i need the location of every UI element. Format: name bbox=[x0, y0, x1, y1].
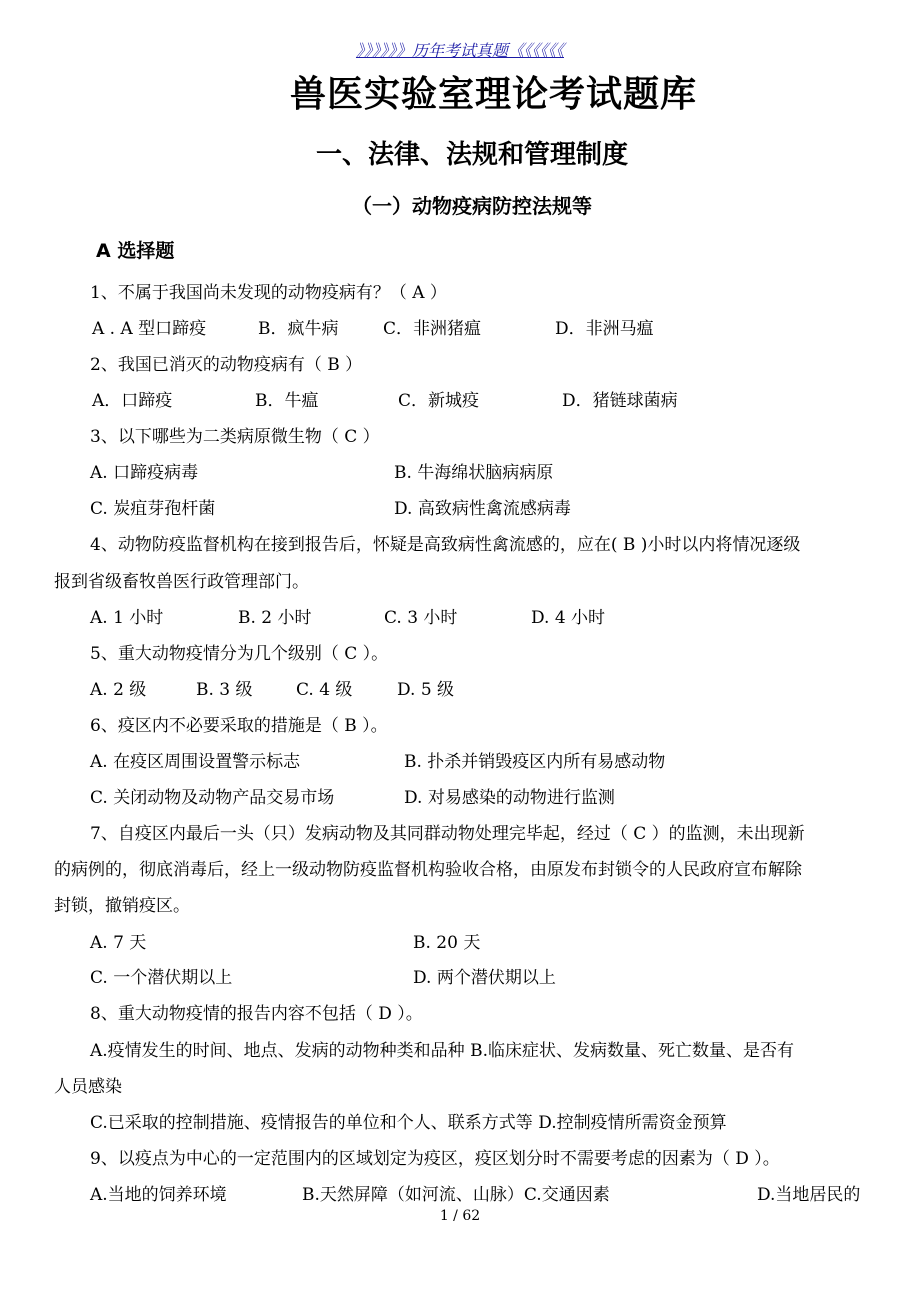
q6-option-a: A. 在疫区周围设置警示标志 bbox=[90, 752, 301, 772]
question-6: 6、疫区内不必要采取的措施是（ B ）。 bbox=[90, 716, 388, 736]
page-number: 1 / 62 bbox=[439, 1208, 481, 1224]
q6-option-d: D. 对易感染的动物进行监测 bbox=[404, 788, 615, 808]
question-7-line-2: 的病例的，彻底消毒后，经上一级动物防疫监督机构验收合格，由原发布封锁令的人民政府宣布解除 bbox=[54, 860, 802, 880]
q4-option-a: A. 1 小时 bbox=[90, 608, 164, 628]
q2-option-c: C．新城疫 bbox=[398, 391, 480, 411]
question-8: 8、重大动物疫情的报告内容不包括（ D ）。 bbox=[90, 1004, 423, 1024]
q8-options-line-1: A.疫情发生的时间、地点、发病的动物种类和品种 B.临床症状、发病数量、死亡数量、是否有 bbox=[90, 1041, 794, 1061]
q4-option-b: B. 2 小时 bbox=[238, 608, 312, 628]
subsection-heading: A 选择题 bbox=[96, 240, 175, 262]
question-3: 3、以下哪些为二类病原微生物（ C ） bbox=[90, 427, 380, 447]
question-1: 1、不属于我国尚未发现的动物疫病有？（ A ） bbox=[90, 283, 447, 303]
q3-option-c: C. 炭疽芽孢杆菌 bbox=[90, 499, 216, 519]
q1-option-a: A . A 型口蹄疫 bbox=[92, 319, 207, 339]
section-heading: （一）动物疫病防控法规等 bbox=[352, 194, 592, 218]
q5-option-d: D. 5 级 bbox=[397, 680, 455, 700]
q1-option-d: D．非洲马瘟 bbox=[555, 319, 654, 339]
q7-option-b: B. 20 天 bbox=[413, 933, 481, 953]
q5-option-b: B. 3 级 bbox=[196, 680, 253, 700]
question-7-line-3: 封锁，撤销疫区。 bbox=[54, 896, 190, 916]
q9-option-a: A.当地的饲养环境 bbox=[90, 1185, 227, 1205]
q5-option-a: A. 2 级 bbox=[90, 680, 147, 700]
q3-option-d: D. 高致病性禽流感病毒 bbox=[394, 499, 571, 519]
q8-options-line-3: C.已采取的控制措施、疫情报告的单位和个人、联系方式等 D.控制疫情所需资金预算 bbox=[90, 1113, 727, 1133]
q7-option-c: C. 一个潜伏期以上 bbox=[90, 968, 233, 988]
question-5: 5、重大动物疫情分为几个级别（ C ）。 bbox=[90, 644, 389, 664]
q8-options-line-2: 人员感染 bbox=[54, 1077, 122, 1097]
question-9: 9、以疫点为中心的一定范围内的区域划定为疫区，疫区划分时不需要考虑的因素为（ D ）。 bbox=[90, 1149, 780, 1169]
q6-option-c: C. 关闭动物及动物产品交易市场 bbox=[90, 788, 335, 808]
q5-option-c: C. 4 级 bbox=[296, 680, 353, 700]
q3-option-b: B. 牛海绵状脑病病原 bbox=[394, 463, 554, 483]
q9-option-d: D.当地居民的 bbox=[757, 1185, 861, 1205]
q4-option-d: D. 4 小时 bbox=[531, 608, 606, 628]
q3-option-a: A. 口蹄疫病毒 bbox=[90, 463, 199, 483]
q4-option-c: C. 3 小时 bbox=[384, 608, 458, 628]
q6-option-b: B. 扑杀并销毁疫区内所有易感动物 bbox=[404, 752, 666, 772]
q1-option-c: C．非洲猪瘟 bbox=[383, 319, 482, 339]
q9-option-bc: B.天然屏障（如河流、山脉）C.交通因素 bbox=[302, 1185, 610, 1205]
question-7-line-1: 7、自疫区内最后一头（只）发病动物及其同群动物处理完毕起，经过（ C ）的监测，未出现新 bbox=[90, 824, 805, 844]
header-link[interactable]: 》》》》》》历年考试真题《《《《《《 bbox=[355, 41, 564, 60]
question-4-line-1: 4、动物防疫监督机构在接到报告后，怀疑是高致病性禽流感的，应在( B )小时以内将情况逐级 bbox=[90, 535, 801, 555]
question-2: 2、我国已消灭的动物疫病有（ B ） bbox=[90, 355, 363, 375]
q2-option-a: A．口蹄疫 bbox=[92, 391, 173, 411]
q7-option-a: A. 7 天 bbox=[90, 933, 147, 953]
q1-option-b: B．疯牛病 bbox=[258, 319, 339, 339]
question-4-line-2: 报到省级畜牧兽医行政管理部门。 bbox=[54, 572, 309, 592]
q2-option-b: B．牛瘟 bbox=[255, 391, 319, 411]
q7-option-d: D. 两个潜伏期以上 bbox=[413, 968, 556, 988]
q2-option-d: D．猪链球菌病 bbox=[562, 391, 678, 411]
page-title: 兽医实验室理论考试题库 bbox=[290, 74, 698, 115]
chapter-heading: 一、法律、法规和管理制度 bbox=[316, 140, 629, 170]
